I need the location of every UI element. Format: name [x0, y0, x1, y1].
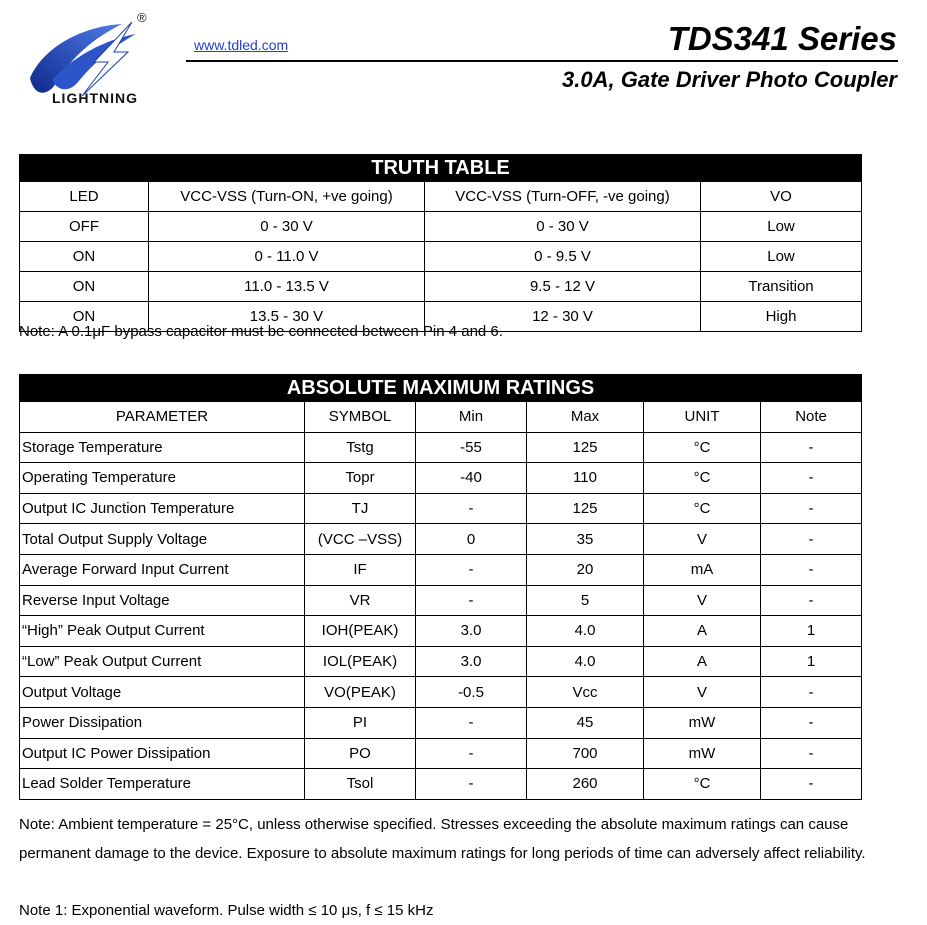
table-row [20, 463, 862, 494]
table-row [20, 554, 862, 585]
table-cell: PI [305, 707, 416, 738]
table-cell: 125 [527, 493, 644, 524]
table-cell: 9.5 - 12 V [425, 272, 701, 302]
parameter-cell: Operating Temperature [20, 463, 305, 494]
table-cell: 4.0 [527, 616, 644, 647]
column-header: UNIT [644, 402, 761, 433]
column-header: PARAMETER [20, 402, 305, 433]
table-cell: 125 [527, 432, 644, 463]
table-cell: 0 - 9.5 V [425, 242, 701, 272]
table-row [20, 493, 862, 524]
column-header: Max [527, 402, 644, 433]
table-cell: - [416, 769, 527, 800]
table-cell: 0 - 30 V [425, 212, 701, 242]
table-cell: V [644, 677, 761, 708]
table-row [20, 769, 862, 800]
table-cell: 11.0 - 13.5 V [149, 272, 425, 302]
table-row [20, 585, 862, 616]
parameter-cell: Storage Temperature [20, 432, 305, 463]
table-cell: ON [20, 302, 149, 332]
table-cell: 4.0 [527, 646, 644, 677]
table-row [20, 677, 862, 708]
table-row [20, 738, 862, 769]
parameter-cell: Total Output Supply Voltage [20, 524, 305, 555]
table-cell: -0.5 [416, 677, 527, 708]
table-cell: VR [305, 585, 416, 616]
table-cell: Low [701, 212, 862, 242]
table-cell: mW [644, 738, 761, 769]
table-cell: 260 [527, 769, 644, 800]
table-cell: (VCC –VSS) [305, 524, 416, 555]
table-cell: Tsol [305, 769, 416, 800]
table-cell: °C [644, 432, 761, 463]
table-cell: - [761, 707, 862, 738]
table-cell: IOH(PEAK) [305, 616, 416, 647]
table-cell: A [644, 646, 761, 677]
table-cell: - [761, 585, 862, 616]
abs-max-title: ABSOLUTE MAXIMUM RATINGS [20, 375, 862, 402]
column-header: LED [20, 182, 149, 212]
header-rule [186, 60, 898, 62]
table-cell: - [761, 524, 862, 555]
table-cell: 5 [527, 585, 644, 616]
abs-max-note: Note: Ambient temperature = 25°C, unless otherwise specified. Stresses exceeding the absolute maximum ratings can cause permanent damage to the device. Exposure to absolute maximum ratings for long periods of time can adversely affect reliability. [19, 816, 866, 862]
column-header: Note [761, 402, 862, 433]
table-row [20, 242, 862, 272]
column-header: VCC-VSS (Turn-ON, +ve going) [149, 182, 425, 212]
table-cell: -40 [416, 463, 527, 494]
parameter-cell: Output IC Junction Temperature [20, 493, 305, 524]
table-cell: 700 [527, 738, 644, 769]
column-header: VCC-VSS (Turn-OFF, -ve going) [425, 182, 701, 212]
column-header: SYMBOL [305, 402, 416, 433]
table-cell: High [701, 302, 862, 332]
table-cell: V [644, 585, 761, 616]
table-cell: mW [644, 707, 761, 738]
table-cell: PO [305, 738, 416, 769]
table-cell: IF [305, 554, 416, 585]
product-series-title: TDS341 Series [667, 20, 897, 57]
table-cell: mA [644, 554, 761, 585]
table-cell: °C [644, 493, 761, 524]
table-cell: VO(PEAK) [305, 677, 416, 708]
table-row [20, 616, 862, 647]
table-cell: TJ [305, 493, 416, 524]
brand-name: LIGHTNING [52, 90, 138, 106]
table-row [20, 707, 862, 738]
truth-table [19, 154, 862, 332]
table-cell: 1 [761, 616, 862, 647]
table-row [20, 646, 862, 677]
table-row [20, 524, 862, 555]
table-cell: 20 [527, 554, 644, 585]
table-cell: Vcc [527, 677, 644, 708]
table-cell: - [761, 493, 862, 524]
table-cell: ON [20, 272, 149, 302]
table-cell: A [644, 616, 761, 647]
parameter-cell: Output IC Power Dissipation [20, 738, 305, 769]
table-cell: - [761, 738, 862, 769]
table-cell: - [761, 677, 862, 708]
truth-table-header-row [20, 182, 862, 212]
table-cell: 3.0 [416, 646, 527, 677]
table-cell: 0 - 11.0 V [149, 242, 425, 272]
table-cell: 13.5 - 30 V [149, 302, 425, 332]
table-cell: ON [20, 242, 149, 272]
table-cell: V [644, 524, 761, 555]
parameter-cell: Power Dissipation [20, 707, 305, 738]
column-header: VO [701, 182, 862, 212]
abs-max-note-1: Note 1: Exponential waveform. Pulse width ≤ 10 μs, f ≤ 15 kHz [19, 902, 434, 919]
table-row [20, 212, 862, 242]
parameter-cell: Average Forward Input Current [20, 554, 305, 585]
table-cell: Low [701, 242, 862, 272]
table-cell: 3.0 [416, 616, 527, 647]
table-cell: - [761, 463, 862, 494]
table-cell: - [761, 554, 862, 585]
table-cell: °C [644, 463, 761, 494]
table-cell: 45 [527, 707, 644, 738]
column-header: Min [416, 402, 527, 433]
table-cell: 1 [761, 646, 862, 677]
table-cell: IOL(PEAK) [305, 646, 416, 677]
table-cell: 110 [527, 463, 644, 494]
table-cell: -55 [416, 432, 527, 463]
parameter-cell: Lead Solder Temperature [20, 769, 305, 800]
table-cell: - [416, 554, 527, 585]
absolute-maximum-ratings-table [19, 374, 862, 800]
table-cell: 0 [416, 524, 527, 555]
parameter-cell: Reverse Input Voltage [20, 585, 305, 616]
parameter-cell: “Low” Peak Output Current [20, 646, 305, 677]
abs-max-header-row [20, 402, 862, 433]
table-cell: Transition [701, 272, 862, 302]
table-cell: 35 [527, 524, 644, 555]
table-cell: °C [644, 769, 761, 800]
parameter-cell: Output Voltage [20, 677, 305, 708]
website-link[interactable]: www.tdled.com [194, 37, 289, 53]
table-row [20, 272, 862, 302]
table-cell: 0 - 30 V [149, 212, 425, 242]
truth-table-title: TRUTH TABLE [20, 155, 862, 182]
table-cell: Tstg [305, 432, 416, 463]
table-cell: - [416, 493, 527, 524]
table-row [20, 432, 862, 463]
product-subtitle: 3.0A, Gate Driver Photo Coupler [562, 67, 897, 92]
table-cell: OFF [20, 212, 149, 242]
truth-table-note: Note: A 0.1μF bypass capacitor must be connected between Pin 4 and 6. [19, 323, 503, 340]
table-cell: - [416, 707, 527, 738]
table-cell: - [761, 769, 862, 800]
table-cell: - [761, 432, 862, 463]
table-cell: - [416, 585, 527, 616]
table-cell: Topr [305, 463, 416, 494]
registered-mark: ® [137, 10, 147, 25]
parameter-cell: “High” Peak Output Current [20, 616, 305, 647]
table-cell: - [416, 738, 527, 769]
table-cell: 12 - 30 V [425, 302, 701, 332]
